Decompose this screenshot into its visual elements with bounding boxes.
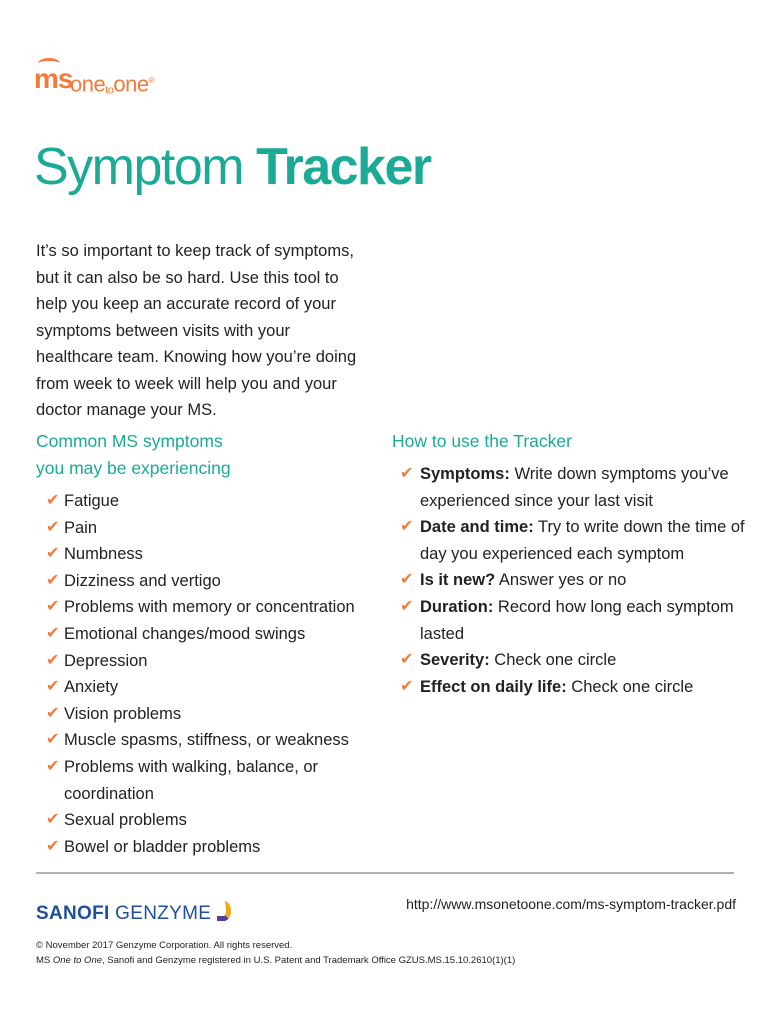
symptom-label: Problems with memory or concentration (64, 598, 355, 617)
check-icon: ✔ (400, 465, 414, 482)
symptom-label: Dizziness and vertigo (64, 571, 221, 590)
sanofi-genzyme-logo (36, 901, 233, 925)
how-to-item (400, 594, 745, 647)
check-icon: ✔ (46, 598, 60, 616)
symptom-label: Emotional changes/mood swings (64, 624, 306, 643)
check-icon: ✔ (46, 811, 60, 829)
symptom-item (46, 674, 376, 701)
how-to-text: Check one circle (566, 677, 694, 696)
ms-one-to-one-logo (34, 62, 234, 98)
how-to-item (400, 461, 745, 514)
how-to-text: Try to write down the time of day you experienced each symptom (420, 518, 745, 563)
logo-to: to (105, 84, 114, 97)
how-to-item (400, 567, 745, 594)
how-to-text: Record how long each symptom lasted (420, 597, 734, 643)
copyright-notice (36, 938, 515, 968)
symptom-item (46, 621, 376, 648)
check-icon: ✔ (46, 624, 60, 642)
check-icon: ✔ (400, 597, 414, 615)
title-bold: Tracker (256, 138, 431, 196)
how-to-text: Check one circle (489, 651, 617, 670)
symptom-label: Vision problems (64, 704, 182, 723)
common-symptoms-heading-line2: you may be experiencing (36, 457, 231, 478)
logo-one-to-one (70, 64, 154, 107)
check-icon: ✔ (400, 677, 414, 695)
how-to-item (400, 674, 745, 701)
logo-one-2: one (113, 71, 149, 97)
common-symptoms-heading-line1: Common MS symptoms (36, 431, 223, 451)
symptom-label: Pain (64, 518, 98, 537)
page-title (34, 132, 431, 202)
symptom-item (46, 648, 376, 675)
check-icon: ✔ (46, 731, 60, 749)
symptom-item (46, 515, 376, 542)
symptom-item (46, 834, 376, 861)
logo-registered: ® (148, 76, 155, 85)
check-icon: ✔ (400, 518, 414, 536)
sanofi-genzyme-mark-icon (215, 901, 233, 923)
copyright-ms: MS (36, 955, 53, 966)
how-to-term: Duration: (420, 597, 494, 616)
title-light: Symptom (34, 138, 244, 196)
common-symptoms-list (46, 488, 376, 860)
logo-ms: ms (34, 63, 73, 94)
symptom-item (46, 701, 376, 728)
check-icon: ✔ (46, 678, 60, 696)
footer-divider (36, 872, 734, 874)
how-to-use-heading: How to use the Tracker (392, 431, 572, 451)
check-icon: ✔ (46, 704, 60, 722)
copyright-line1: © November 2017 Genzyme Corporation. All rights reserved. (36, 940, 293, 951)
symptom-item (46, 568, 376, 595)
brand-sanofi: SANOFI (36, 903, 110, 924)
how-to-text: Answer yes or no (495, 571, 627, 590)
check-icon: ✔ (46, 492, 60, 509)
symptom-item (46, 754, 376, 807)
symptom-label: Bowel or bladder problems (64, 837, 261, 856)
how-to-term: Is it new? (420, 571, 496, 590)
check-icon: ✔ (46, 837, 60, 855)
how-to-term: Date and time: (420, 518, 534, 537)
symptom-item (46, 488, 376, 515)
how-to-item (400, 647, 745, 674)
check-icon: ✔ (400, 571, 414, 589)
symptom-label: Depression (64, 651, 148, 670)
symptom-item (46, 541, 376, 568)
symptom-label: Muscle spasms, stiffness, or weakness (64, 731, 349, 750)
how-to-item (400, 514, 745, 567)
symptom-item (46, 594, 376, 621)
symptom-label: Problems with walking, balance, or coordination (64, 757, 319, 803)
symptom-label: Anxiety (64, 678, 119, 697)
how-to-term: Symptoms: (420, 465, 510, 483)
symptom-label: Numbness (64, 545, 143, 564)
symptom-item (46, 727, 376, 754)
check-icon: ✔ (46, 571, 60, 589)
how-to-term: Severity: (420, 651, 490, 670)
symptom-label: Fatigue (64, 492, 120, 510)
brand-genzyme: GENZYME (109, 903, 212, 924)
copyright-one-to-one: One to One (52, 955, 103, 966)
check-icon: ✔ (46, 545, 60, 563)
logo-one: one (70, 71, 106, 97)
check-icon: ✔ (400, 651, 414, 669)
check-icon: ✔ (46, 651, 60, 669)
copyright-rest: , Sanofi and Genzyme registered in U.S. Patent and Trademark Office GZUS.MS.15.10.2610(1)(1) (102, 955, 516, 966)
common-symptoms-heading (36, 428, 231, 481)
how-to-text: Write down symptoms you’ve experienced since your last visit (420, 465, 729, 510)
check-icon: ✔ (46, 518, 60, 536)
intro-paragraph: It’s so important to keep track of symptoms, but it can also be so hard. Use this tool to help you keep an accurate record of your symptoms between visits with your healthcare team. Knowing how you’re doing from week to week will help you and your doctor manage your MS. (36, 242, 357, 419)
how-to-term: Effect on daily life: (420, 677, 567, 696)
symptom-item (46, 807, 376, 834)
symptom-label: Sexual problems (64, 811, 187, 830)
tracker-pdf-link[interactable]: http://www.msonetoone.com/ms-symptom-tracker.pdf (406, 896, 736, 912)
check-icon: ✔ (46, 757, 60, 775)
how-to-use-list (400, 461, 745, 700)
